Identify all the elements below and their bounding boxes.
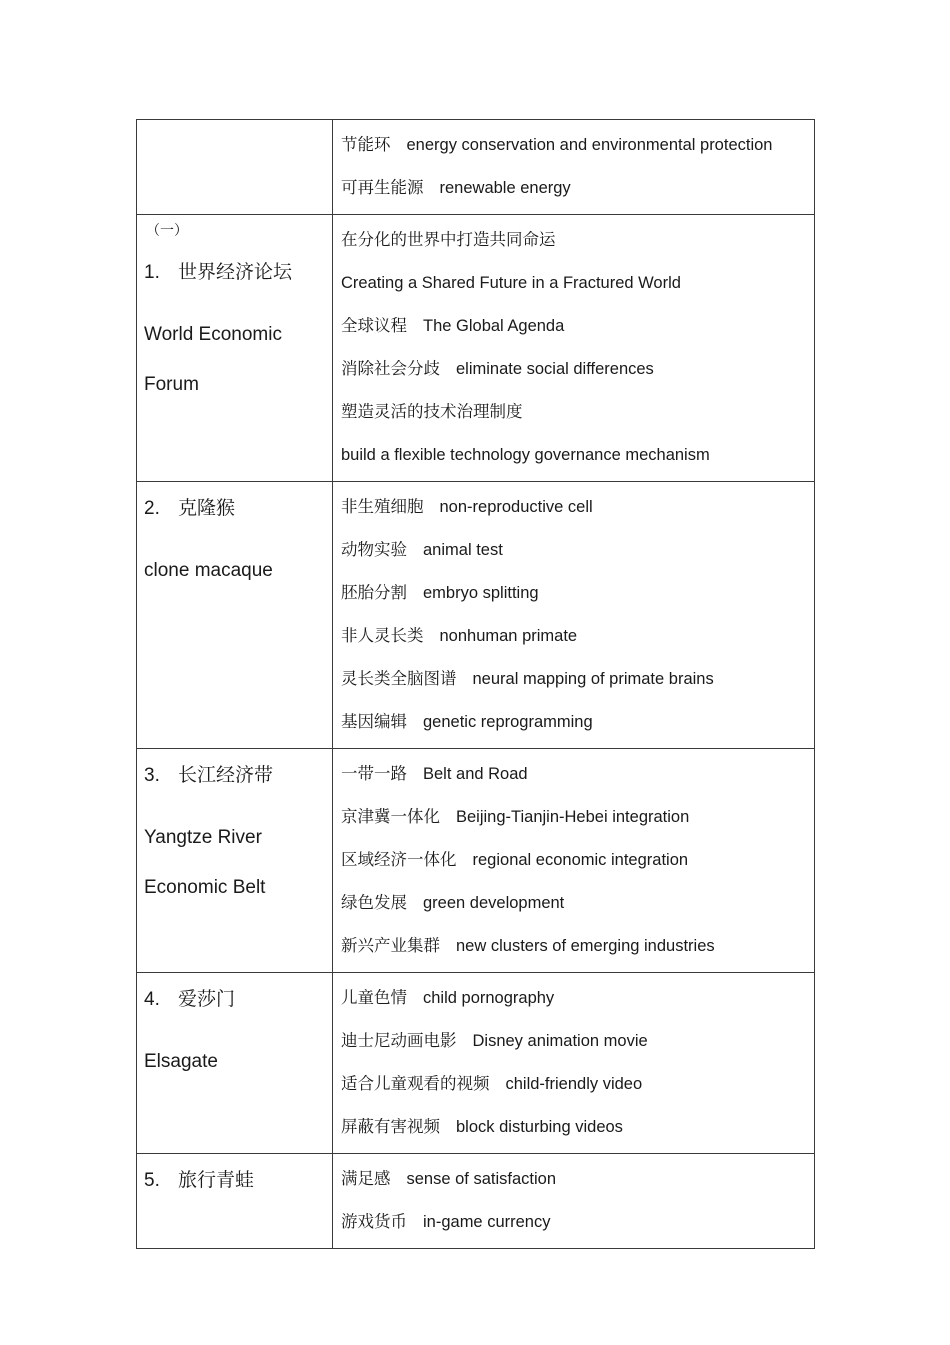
term-item: 非生殖细胞 non-reproductive cell [341, 498, 593, 516]
term-item: 新兴产业集群 new clusters of emerging industries [341, 937, 715, 955]
section-marker: （一） [146, 222, 188, 238]
terms-cell [333, 120, 815, 215]
terms-cell [333, 749, 815, 973]
topic-cell [137, 482, 333, 749]
term-item: 一带一路 Belt and Road [341, 765, 528, 783]
table-row [137, 973, 815, 1154]
term-item: 满足感 sense of satisfaction [341, 1170, 556, 1188]
vocabulary-table [136, 119, 815, 1249]
table-row [137, 120, 815, 215]
term-item: 消除社会分歧 eliminate social differences [341, 360, 654, 378]
topic-cell [137, 1154, 333, 1249]
term-item: 节能环 energy conservation and environmental protection [341, 136, 773, 154]
topic-title: 3. 长江经济带 [144, 765, 274, 786]
term-item: 胚胎分割 embryo splitting [341, 584, 539, 602]
topic-cell [137, 973, 333, 1154]
term-item: 全球议程 The Global Agenda [341, 317, 565, 335]
table-row [137, 1154, 815, 1249]
topic-title: 5. 旅行青蛙 [144, 1170, 255, 1191]
terms-cell [333, 1154, 815, 1249]
topic-cell [137, 120, 333, 215]
term-item: 绿色发展 green development [341, 894, 565, 912]
term-item: 在分化的世界中打造共同命运 [341, 231, 556, 249]
term-item: 非人灵长类 nonhuman primate [341, 627, 578, 645]
topic-english: clone macaque [144, 560, 273, 581]
term-item: 游戏货币 in-game currency [341, 1213, 551, 1231]
table-row [137, 482, 815, 749]
term-item: 基因编辑 genetic reprogramming [341, 713, 593, 731]
topic-title: 2. 克隆猴 [144, 498, 236, 519]
term-item: 迪士尼动画电影 Disney animation movie [341, 1032, 648, 1050]
term-item: 动物实验 animal test [341, 541, 503, 559]
term-item: 灵长类全脑图谱 neural mapping of primate brains [341, 670, 714, 688]
term-item: 儿童色情 child pornography [341, 989, 555, 1007]
topic-title: 1. 世界经济论坛 [144, 262, 293, 283]
term-item: build a flexible technology governance mechanism [341, 446, 710, 464]
terms-cell [333, 482, 815, 749]
table-row [137, 749, 815, 973]
table-row [137, 215, 815, 482]
term-item: 塑造灵活的技术治理制度 [341, 403, 523, 421]
topic-english: Economic Belt [144, 877, 266, 898]
terms-cell [333, 973, 815, 1154]
topic-title: 4. 爱莎门 [144, 989, 236, 1010]
term-item: 可再生能源 renewable energy [341, 179, 571, 197]
term-item: 屏蔽有害视频 block disturbing videos [341, 1118, 623, 1136]
term-item: 适合儿童观看的视频 child-friendly video [341, 1075, 643, 1093]
topic-english: Forum [144, 374, 199, 395]
topic-cell [137, 215, 333, 482]
terms-cell [333, 215, 815, 482]
term-item: Creating a Shared Future in a Fractured World [341, 274, 681, 292]
topic-english: Yangtze River [144, 827, 262, 848]
topic-english: Elsagate [144, 1051, 218, 1072]
topic-cell [137, 749, 333, 973]
term-item: 京津冀一体化 Beijing-Tianjin-Hebei integration [341, 808, 690, 826]
term-item: 区域经济一体化 regional economic integration [341, 851, 689, 869]
topic-english: World Economic [144, 324, 282, 345]
